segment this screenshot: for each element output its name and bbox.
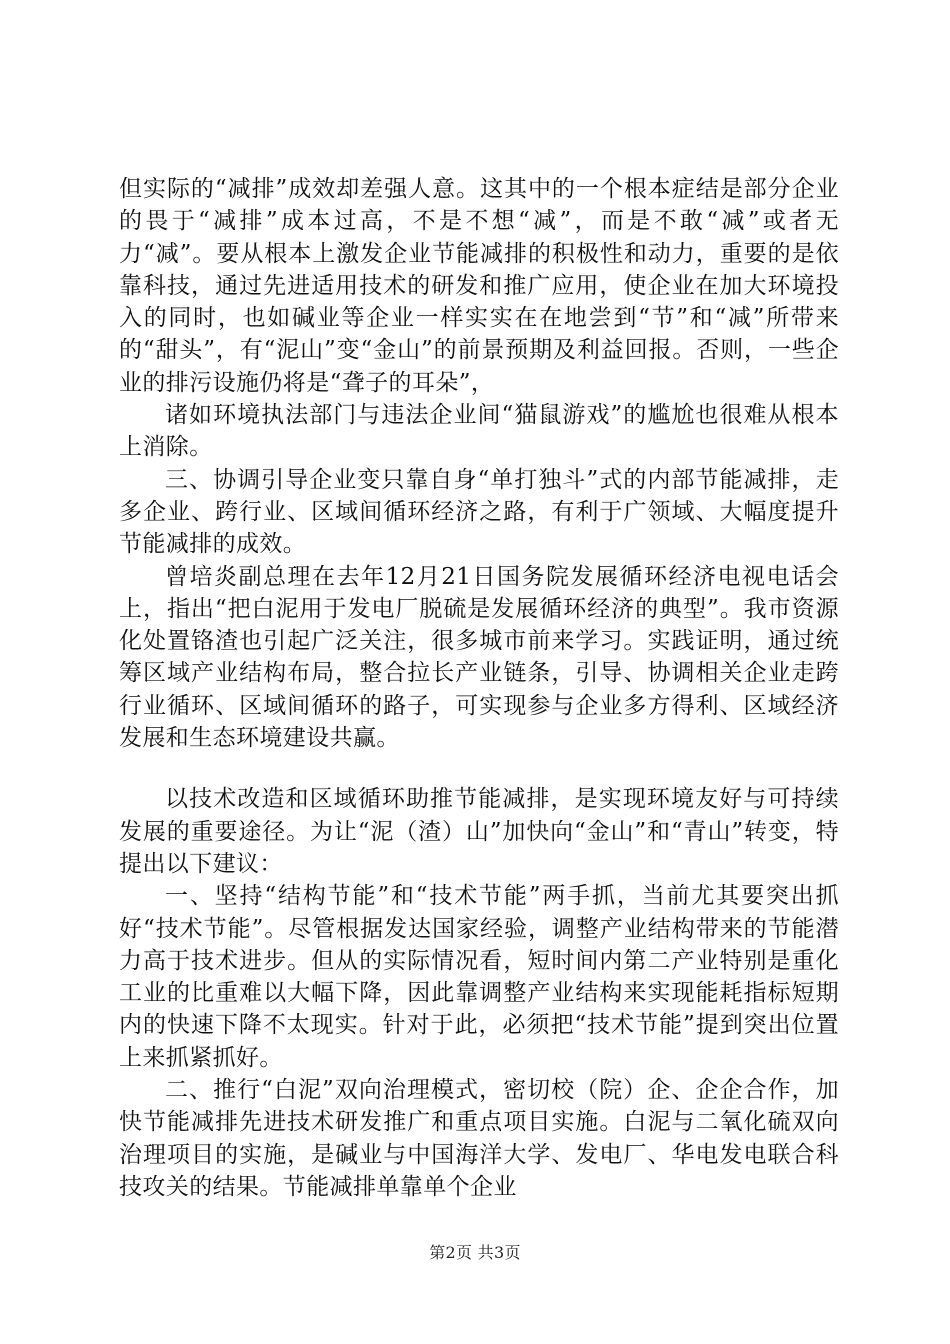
paragraph-point-three: 三、协调引导企业变只靠自身“单打独斗”式的内部节能减排，走多企业、跨行业、区域间循环经济之路，有利于广领域、大幅度提升节能减排的成效。 bbox=[119, 466, 839, 558]
paragraph-suggestions-intro: 以技术改造和区域循环助推节能减排，是实现环境友好与可持续发展的重要途径。为让“泥（渣）山”加快向“金山”和“青山”转变，特提出以下建议： bbox=[119, 786, 839, 877]
paragraph-suggestion-one: 一、坚持“结构节能”和“技术节能”两手抓，当前尤其要突出抓好“技术节能”。尽管根据发达国家经验，调整产业结构带来的节能潜力高于技术进步。但从的实际情况看，短时间内第二产业特别是重化工业的比重难以大幅下降，因此靠调整产业结构来实现能耗指标短期内的快速下降不太现实。针对于此，必须把“技术节能”提到突出位置上来抓紧抓好。 bbox=[119, 883, 839, 1071]
page-number-footer: 第2页 共3页 bbox=[429, 1243, 521, 1262]
paragraph-circular-economy: 曾培炎副总理在去年12月21日国务院发展循环经济电视电话会上，指出“把白泥用于发电厂脱硫是发展循环经济的典型”。我市资源化处置铬渣也引起广泛关注，很多城市前来学习。实践证明，通过统筹区域产业结构布局，整合拉长产业链条，引导、协调相关企业走跨行业循环、区域间循环的路子，可实现参与企业多方得利、区域经济发展和生态环境建设共赢。 bbox=[119, 563, 839, 752]
paragraph-continued: 但实际的“减排”成效却差强人意。这其中的一个根本症结是部分企业的畏于“减排”成本过高，不是不想“减”，而是不敢“减”或者无力“减”。要从根本上激发企业节能减排的积极性和动力，重要的是依靠科技，通过先进适用技术的研发和推广应用，使企业在加大环境投入的同时，也如碱业等企业一样实实在在地尝到“节”和“减”所带来的“甜头”，有“泥山”变“金山”的前景预期及利益回报。否则，一些企业的排污设施仍将是“聋子的耳朵”， bbox=[119, 176, 839, 396]
paragraph-suggestion-two: 二、推行“白泥”双向治理模式，密切校（院）企、企企合作，加快节能减排先进技术研发推广和重点项目实施。白泥与二氧化硫双向治理项目的实施，是碱业与中国海洋大学、发电厂、华电发电联合科技攻关的结果。节能减排单靠单个企业 bbox=[119, 1077, 839, 1200]
paragraph-enforcement: 诸如环境执法部门与违法企业间“猫鼠游戏”的尴尬也很难从根本上消除。 bbox=[119, 402, 839, 461]
document-body bbox=[119, 173, 839, 1203]
